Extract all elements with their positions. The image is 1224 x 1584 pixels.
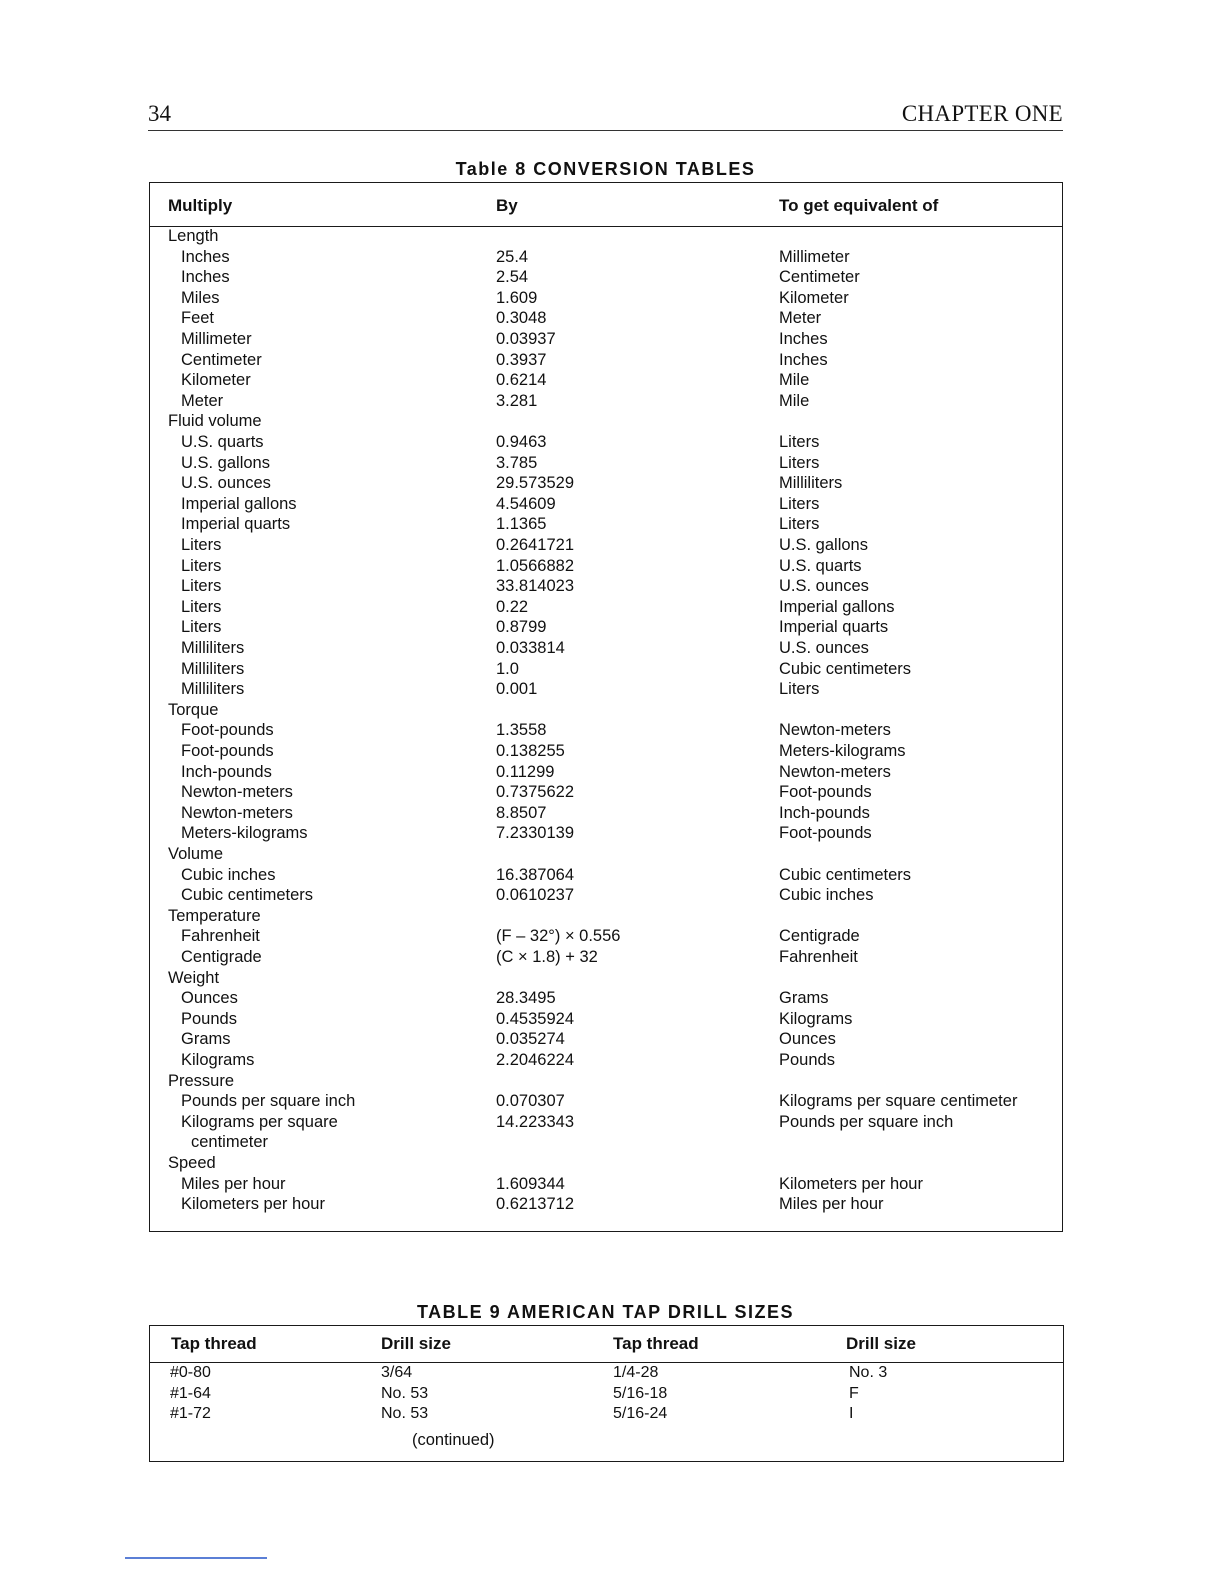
cell-tap-thread: #1-64 (170, 1384, 211, 1402)
cell-by: 0.138255 (496, 742, 565, 760)
cell-equivalent: Cubic centimeters (779, 865, 912, 884)
header-rule (148, 130, 1063, 131)
table-row (150, 391, 1062, 412)
cell-multiply: U.S. ounces (181, 474, 271, 493)
footer-link-line (125, 1557, 267, 1559)
tap-drill-table (149, 1325, 1064, 1462)
cell-multiply: Meters-kilograms (181, 824, 308, 843)
table-row (150, 288, 1062, 309)
cell-multiply: Miles per hour (181, 1174, 286, 1193)
cell-equivalent: Pounds per square inch (779, 1112, 954, 1131)
cell-multiply: Imperial gallons (181, 494, 297, 513)
cell-tap-thread: #0-80 (170, 1364, 211, 1381)
column-header-tap-thread-2: Tap thread (613, 1334, 699, 1353)
cell-equivalent: Liters (779, 515, 820, 534)
table-row (150, 823, 1062, 844)
cell-by: 4.54609 (496, 494, 556, 513)
table-row (150, 1009, 1062, 1030)
cell-by: 0.8799 (496, 618, 547, 637)
table-row (150, 1174, 1062, 1195)
table-row (150, 535, 1062, 556)
continued-note: (continued) (412, 1431, 495, 1449)
cell-equivalent: Liters (779, 680, 820, 699)
cell-tap-thread: 5/16-18 (613, 1384, 668, 1402)
cell-multiply: U.S. gallons (181, 453, 270, 472)
cell-multiply: Centigrade (181, 948, 262, 966)
cell-by: 7.2330139 (496, 824, 574, 843)
table-row (150, 617, 1062, 638)
cell-equivalent: Kilometer (779, 288, 849, 307)
table-row (150, 720, 1062, 741)
category-label: Torque (168, 700, 219, 719)
cell-multiply: Cubic inches (181, 865, 276, 884)
table-row (150, 926, 1062, 947)
category-row (150, 700, 1062, 721)
cell-by: 1.609344 (496, 1174, 565, 1193)
table8-title: Table 8 CONVERSION TABLES (455, 159, 756, 179)
cell-drill-size: 3/64 (381, 1364, 413, 1381)
cell-equivalent: Ounces (779, 1030, 836, 1049)
cell-equivalent: Inches (779, 350, 828, 369)
cell-equivalent: Imperial gallons (779, 597, 895, 616)
cell-equivalent: Centigrade (779, 927, 860, 946)
table-row (150, 638, 1062, 659)
table-row (150, 556, 1062, 577)
cell-equivalent: Grams (779, 989, 829, 1008)
cell-multiply: Milliliters (181, 680, 245, 699)
cell-by: 0.03937 (496, 330, 556, 348)
cell-equivalent: Cubic inches (779, 886, 874, 905)
cell-equivalent: U.S. ounces (779, 639, 869, 657)
table-row (150, 885, 1062, 906)
cell-drill-size: F (849, 1384, 859, 1402)
table-row (150, 1112, 1062, 1133)
cell-by: 1.0 (496, 659, 519, 678)
column-header-drill-size-2: Drill size (846, 1334, 916, 1353)
cell-multiply: Cubic centimeters (181, 886, 314, 905)
table-row (150, 1404, 1063, 1425)
cell-by: 1.0566882 (496, 556, 574, 575)
cell-by: 28.3495 (496, 989, 556, 1008)
category-label: Speed (168, 1154, 216, 1172)
category-row (150, 226, 1062, 247)
cell-equivalent: Mile (779, 371, 810, 390)
cell-equivalent: Newton-meters (779, 762, 891, 781)
cell-equivalent: Milliliters (779, 474, 843, 493)
cell-multiply: U.S. quarts (181, 433, 264, 451)
cell-equivalent: Fahrenheit (779, 948, 858, 966)
cell-multiply: Centimeter (181, 350, 262, 369)
column-header-drill-size-1: Drill size (381, 1334, 451, 1353)
table-row (150, 1091, 1062, 1112)
table-row (150, 576, 1062, 597)
category-row (150, 411, 1062, 432)
cell-tap-thread: 5/16-24 (613, 1405, 668, 1423)
cell-multiply: Inches (181, 247, 230, 266)
cell-by: 14.223343 (496, 1112, 574, 1131)
cell-by: 0.3048 (496, 309, 547, 328)
cell-multiply: Meter (181, 391, 224, 410)
cell-multiply: Liters (181, 556, 222, 575)
table-row (150, 1029, 1062, 1050)
cell-equivalent: Liters (779, 453, 820, 472)
table-row (150, 1194, 1062, 1215)
cell-multiply: Inches (181, 268, 230, 287)
chapter-title: CHAPTER ONE (901, 101, 1063, 126)
table-row (150, 947, 1062, 968)
conversion-table (149, 182, 1063, 1232)
cell-equivalent: Inch-pounds (779, 803, 870, 822)
cell-equivalent: Imperial quarts (779, 618, 889, 637)
cell-multiply: Foot-pounds (181, 721, 274, 740)
cell-multiply: Grams (181, 1030, 231, 1049)
cell-by: 2.2046224 (496, 1051, 574, 1069)
cell-equivalent: Newton-meters (779, 721, 891, 740)
cell-by: 8.8507 (496, 803, 547, 822)
category-label: Volume (168, 845, 224, 863)
cell-equivalent: Meter (779, 309, 822, 328)
table-row (150, 453, 1062, 474)
table-row (150, 1132, 1062, 1153)
cell-equivalent: Kilograms per square centimeter (779, 1092, 1018, 1111)
cell-by: 0.035274 (496, 1030, 565, 1049)
cell-multiply: Fahrenheit (181, 927, 260, 946)
table-row (150, 782, 1062, 803)
category-row (150, 906, 1062, 927)
cell-by: 0.3937 (496, 350, 547, 369)
table-row (150, 1363, 1063, 1384)
cell-by: 0.2641721 (496, 536, 574, 554)
cell-multiply: Milliliters (181, 639, 245, 657)
cell-by: 0.6214 (496, 371, 547, 390)
cell-equivalent: Centimeter (779, 268, 860, 287)
cell-multiply: Liters (181, 597, 222, 616)
cell-equivalent: Miles per hour (779, 1195, 884, 1214)
cell-multiply: Kilograms (181, 1051, 255, 1069)
cell-by: 0.0610237 (496, 886, 574, 905)
cell-by: 0.7375622 (496, 783, 574, 802)
cell-by: 29.573529 (496, 474, 574, 493)
category-label: Pressure (168, 1071, 235, 1090)
cell-by: 0.033814 (496, 639, 565, 657)
cell-multiply: Liters (181, 536, 222, 554)
cell-equivalent: Inches (779, 330, 828, 348)
cell-by: 0.6213712 (496, 1195, 574, 1214)
category-row (150, 1153, 1062, 1174)
column-header-tap-thread-1: Tap thread (171, 1334, 257, 1353)
cell-by: 0.9463 (496, 433, 547, 451)
cell-by: 0.22 (496, 597, 529, 616)
cell-multiply: Milliliters (181, 659, 245, 678)
cell-equivalent: U.S. gallons (779, 536, 868, 554)
cell-equivalent: U.S. ounces (779, 577, 869, 596)
cell-equivalent: Kilograms (779, 1009, 853, 1028)
cell-equivalent: Meters-kilograms (779, 742, 906, 760)
table-row (150, 1050, 1062, 1071)
cell-equivalent: Liters (779, 494, 820, 513)
cell-by: 25.4 (496, 247, 529, 266)
cell-equivalent: U.S. quarts (779, 556, 862, 575)
cell-multiply: Miles (181, 288, 220, 307)
cell-by: 0.001 (496, 680, 538, 699)
cell-by: 3.281 (496, 391, 538, 410)
category-label: Weight (168, 968, 220, 987)
category-label: Fluid volume (168, 412, 262, 431)
cell-equivalent: Foot-pounds (779, 783, 872, 802)
category-label: Temperature (168, 906, 261, 925)
cell-tap-thread: #1-72 (170, 1405, 211, 1423)
cell-multiply: Pounds (181, 1009, 237, 1028)
cell-multiply: Newton-meters (181, 783, 293, 802)
cell-equivalent: Pounds (779, 1051, 835, 1069)
column-header-by: By (496, 196, 518, 215)
table-row (150, 865, 1062, 886)
cell-equivalent: Liters (779, 433, 820, 451)
table-row (150, 597, 1062, 618)
cell-equivalent: Mile (779, 391, 810, 410)
table-row (150, 762, 1062, 783)
cell-multiply: Kilograms per square (181, 1112, 338, 1131)
cell-by: 0.11299 (496, 762, 555, 781)
table-row (150, 247, 1062, 268)
cell-by: 1.3558 (496, 721, 547, 740)
table9-title: TABLE 9 AMERICAN TAP DRILL SIZES (416, 1302, 795, 1322)
table-row (150, 267, 1062, 288)
table-row (150, 329, 1062, 350)
category-row (150, 844, 1062, 865)
cell-multiply: Millimeter (181, 330, 252, 348)
cell-multiply: Kilometer (181, 371, 251, 390)
cell-by: 1.609 (496, 288, 538, 307)
table-row (150, 679, 1062, 700)
cell-drill-size: No. 53 (381, 1405, 429, 1423)
cell-drill-size: No. 3 (849, 1364, 888, 1381)
cell-by: (C × 1.8) + 32 (496, 948, 598, 966)
cell-multiply: Pounds per square inch (181, 1092, 356, 1111)
cell-by: 16.387064 (496, 865, 574, 884)
category-row (150, 1071, 1062, 1092)
cell-by: 33.814023 (496, 577, 574, 596)
category-label: Length (168, 227, 219, 245)
column-header-multiply: Multiply (168, 196, 233, 215)
cell-multiply: Liters (181, 618, 222, 637)
table-row (150, 988, 1062, 1009)
cell-multiply: Ounces (181, 989, 238, 1008)
cell-drill-size: No. 53 (381, 1384, 429, 1402)
cell-multiply: Kilometers per hour (181, 1195, 325, 1214)
cell-multiply: Newton-meters (181, 803, 293, 822)
cell-tap-thread: 1/4-28 (613, 1364, 659, 1381)
cell-multiply: Imperial quarts (181, 515, 291, 534)
cell-by: 0.070307 (496, 1092, 565, 1111)
table-row (150, 473, 1062, 494)
cell-equivalent: Millimeter (779, 247, 850, 266)
table-row (150, 1384, 1063, 1405)
cell-by: 3.785 (496, 453, 538, 472)
table-row (150, 350, 1062, 371)
table-row (150, 659, 1062, 680)
cell-equivalent: Foot-pounds (779, 824, 872, 843)
cell-multiply: Liters (181, 577, 222, 596)
cell-equivalent: Kilometers per hour (779, 1174, 923, 1193)
cell-equivalent: Cubic centimeters (779, 659, 912, 678)
cell-by: (F – 32°) × 0.556 (496, 927, 621, 946)
cell-by: 2.54 (496, 268, 529, 287)
cell-multiply: Feet (181, 309, 215, 328)
table-row (150, 514, 1062, 535)
cell-drill-size: I (849, 1405, 854, 1423)
page-number: 34 (148, 101, 171, 126)
table-row (150, 308, 1062, 329)
cell-multiply: Foot-pounds (181, 742, 274, 760)
table-row (150, 803, 1062, 824)
cell-by: 0.4535924 (496, 1009, 574, 1028)
cell-multiply: Inch-pounds (181, 762, 272, 781)
table-row (150, 494, 1062, 515)
table-row (150, 741, 1062, 762)
table-row (150, 432, 1062, 453)
table-row (150, 370, 1062, 391)
cell-multiply: centimeter (191, 1133, 269, 1152)
cell-by: 1.1365 (496, 515, 547, 534)
column-header-equivalent: To get equivalent of (779, 196, 939, 215)
category-row (150, 968, 1062, 989)
